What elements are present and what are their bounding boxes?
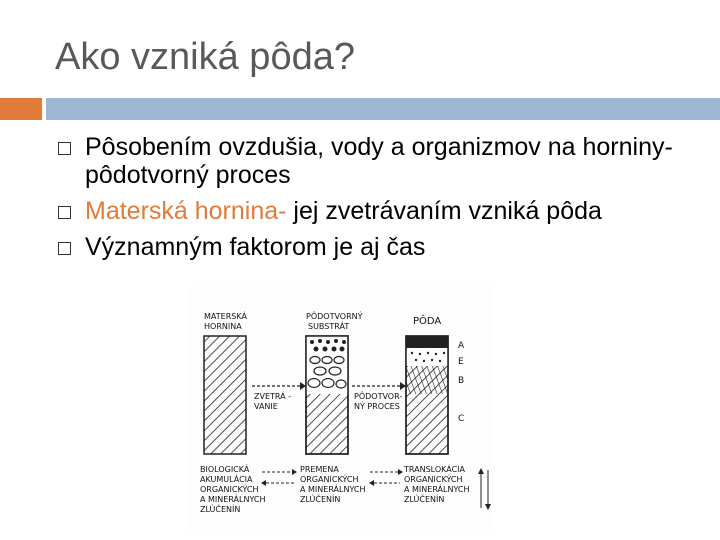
- accent-bar-left: [0, 98, 42, 120]
- arrow1-label-2: VANIE: [254, 402, 278, 411]
- bottom-mid-1: PREMENA: [300, 465, 339, 474]
- arrow2-label-1: PÔDOTVOR-: [354, 392, 403, 401]
- bullet-list: [55, 133, 695, 269]
- soil-formation-diagram: [190, 286, 494, 534]
- diagram-svg: [190, 286, 494, 534]
- bottom-right-1: TRANSLOKÁCIA: [404, 465, 465, 474]
- col3-label: PÔDA: [413, 316, 442, 327]
- bottom-mid-2: ORGANICKÝCH: [300, 475, 359, 484]
- bottom-mid-4: ZLÚČENÍN: [300, 495, 341, 504]
- square-bullet-icon: [58, 142, 71, 155]
- bottom-left-4: A MINERÁLNYCH: [200, 495, 266, 504]
- slide-title: Ako vzniká pôda?: [55, 36, 355, 78]
- bottom-left-3: ORGANICKÝCH: [200, 485, 259, 494]
- bullet-text: Významným faktorom je aj čas: [85, 233, 426, 261]
- horizon-b: [406, 366, 448, 394]
- bottom-left-1: BIOLOGICKÁ: [200, 465, 250, 474]
- horizon-letter-e: E: [458, 357, 464, 367]
- col2-label-2: SUBSTRÁT: [308, 322, 350, 331]
- bullet-item: [55, 197, 695, 225]
- horizon-letter-c: C: [458, 414, 465, 424]
- bullet-text: Pôsobením ovzdušia, vody a organizmov na horniny- pôdotvorný proces: [85, 133, 673, 189]
- arrow1-label-1: ZVETRÁ -: [254, 392, 292, 401]
- substrate-top: [306, 336, 348, 394]
- horizon-a: [406, 336, 448, 348]
- col2-label-1: PÔDOTVORNÝ: [306, 312, 363, 321]
- bottom-right-2: ORGANICKÝCH: [404, 475, 463, 484]
- square-bullet-icon: [58, 206, 71, 219]
- horizon-letter-a: A: [458, 341, 465, 351]
- bullet-rest-text: jej zvetrávaním vzniká pôda: [286, 197, 602, 225]
- bottom-left-5: ZLÚČENÍN: [200, 505, 241, 514]
- bullet-text: [85, 197, 602, 225]
- col1-label-2: HORNINA: [204, 322, 242, 331]
- parent-rock-column: [204, 336, 246, 454]
- bottom-mid-3: A MINERÁLNYCH: [300, 485, 366, 494]
- square-bullet-icon: [58, 242, 71, 255]
- bullet-item: [55, 133, 695, 189]
- horizon-letter-b: B: [458, 376, 465, 386]
- horizon-e: [406, 348, 448, 366]
- col1-label-1: MATERSKÁ: [204, 312, 247, 321]
- accent-bar-right: [46, 98, 720, 120]
- bottom-left-2: AKUMULÁCIA: [200, 475, 253, 484]
- bullet-accent-text: Materská hornina-: [85, 197, 287, 225]
- bottom-right-3: A MINERÁLNYCH: [404, 485, 470, 494]
- bullet-item: [55, 233, 695, 261]
- arrow2-label-2: NÝ PROCES: [354, 402, 400, 411]
- bottom-right-4: ZLÚČENÍN: [404, 495, 445, 504]
